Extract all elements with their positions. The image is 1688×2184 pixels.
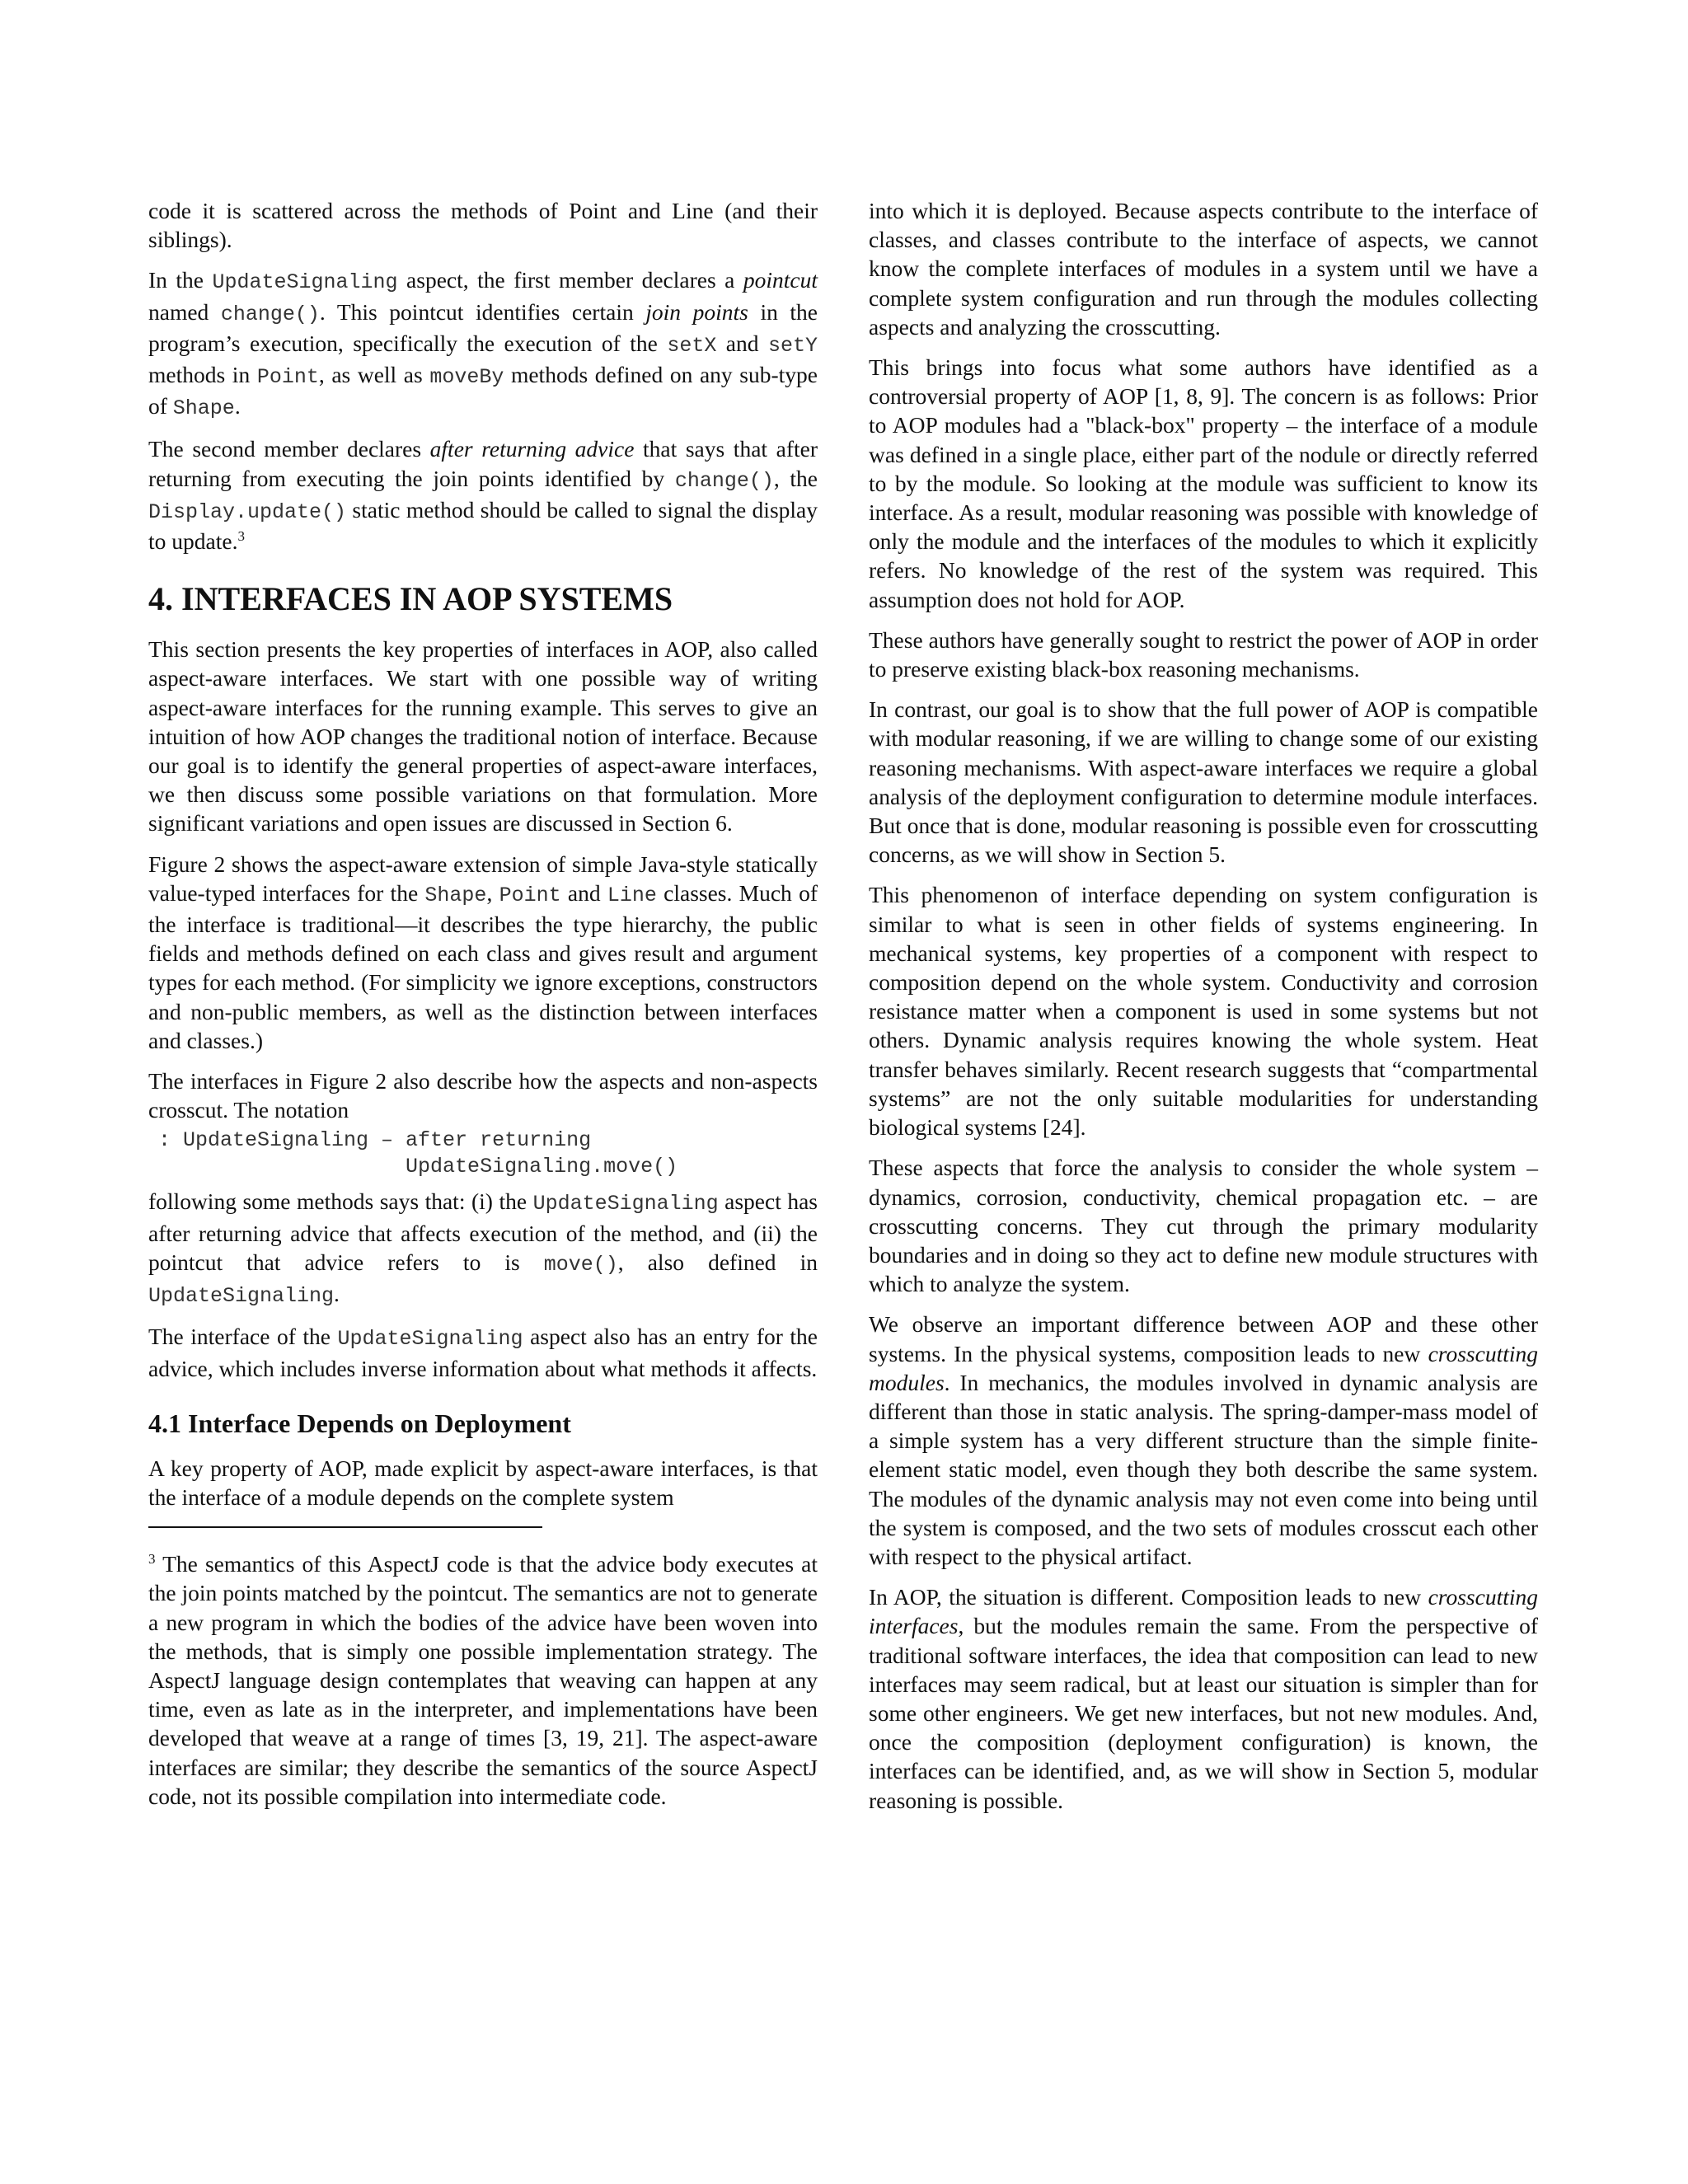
code-term: move() (543, 1252, 618, 1277)
paragraph: These aspects that force the analysis to consider the whole system – dynamics, corrosion, conductivity, chemical propagation etc. – are crosscutting concerns. They cut through the primary modularity boundaries and in doing so they act to define new module structures with which to analyze the system. (869, 1155, 1538, 1297)
footnote-number: 3 (148, 1550, 156, 1567)
code-term: change() (674, 468, 774, 493)
footnote-marker: 3 (237, 527, 245, 544)
footnote: $^3$ The semantics of this AspectJ code is that the advice body executes at the join points matched by the pointcut. The semantics are not to generate a new program in which the bodies of the advice have been woven into the methods, that is simply one possible implementation strategy. The AspectJ language design contemplates that weaving can happen at any time, even as late as in the interpreter, and implementations have been developed that weave at a range of times [3, 19, 21]. The aspect-aware interfaces are similar; they describe the semantics of the source AspectJ code, not its possible compilation into intermediate code. (148, 1550, 818, 1809)
code-term: change() (220, 302, 320, 326)
paragraph: This phenomenon of interface depending on system configuration is similar to what is seen in other fields of systems engineering. In mechanical systems, key properties of a component with respect to composition depend on the whole system. Conductivity and corrosion resistance matter when a component is used in some systems but not others. Dynamic analysis requires knowing the whole system. Heat transfer behaves similarly. Recent research suggests that “compartmental systems” are not the only suitable modularities for understanding biological systems [24]. (869, 882, 1538, 1141)
subsection-heading: 4.1 Interface Depends on Deployment (148, 1408, 571, 1438)
footnote-divider (148, 1526, 542, 1528)
paragraph: following some methods says that: (i) the UpdateSignaling aspect has after returning advice that affects execution of the method, and (ii) the pointcut that advice refers to is move(), also defined in UpdateSignaling. (148, 1188, 818, 1309)
code-term: setY (767, 333, 818, 358)
code-term: UpdateSignaling (337, 1327, 523, 1352)
paragraph: into which it is deployed. Because aspects contribute to the interface of classes, and classes contribute to the interface of aspects, we cannot know the complete interfaces of modules in a system until we have a complete system configuration and run through the modules collecting aspects and analyzing the crosscutting. (869, 198, 1538, 340)
code-term: setX (667, 333, 717, 358)
paragraph: In the UpdateSignaling aspect, the first member declares a pointcut named change(). This pointcut identifies certain join points in the program’s execution, specifically the execution of the setX and setY methods in Point, as well as moveBy methods defined on any sub-type of Shape. (148, 267, 818, 421)
paragraph: This brings into focus what some authors have identified as a controversial property of AOP [1, 8, 9]. The concern is as follows: Prior to AOP modules had a "black-box" property – the interface of a module was defined in a single place, either part of the nodule or directly referred to by the module. So looking at the module was sufficient to know its interface. As a result, modular reasoning was possible with knowledge of only the module and the interfaces of the modules to which it explicitly refers. No knowledge of the rest of the system was required. This assumption does not hold for AOP. (869, 354, 1538, 612)
paragraph: In contrast, our goal is to show that the full power of AOP is compatible with modular reasoning, if we are willing to change some of our existing reasoning mechanisms. With aspect-aware interfaces we require a global analysis of the deployment configuration to determine module interfaces. But once that is done, modular reasoning is possible even for crosscutting concerns, as we will show in Section 5. (869, 696, 1538, 868)
code-term: Point (256, 365, 319, 390)
code-term: Line (607, 883, 657, 907)
code-term: Display.update() (148, 499, 347, 524)
code-term: UpdateSignaling (148, 1284, 335, 1309)
right-column (869, 196, 1538, 1826)
paragraph: A key property of AOP, made explicit by aspect-aware interfaces, is that the interface of a module depends on the complete system (148, 1455, 818, 1510)
code-term: moveBy (429, 365, 504, 390)
paragraph: In AOP, the situation is different. Composition leads to new crosscutting interfaces, but the modules remain the same. From the perspective of traditional software interfaces, the idea that composition can lead to new interfaces may seem radical, but at least our situation is simpler than for some other engineers. We get new interfaces, but not new modules. And, once the composition (deployment configuration) is known, the interfaces can be identified, and, as we will show in Section 5, modular reasoning is possible. (869, 1584, 1538, 1813)
code-term: Shape (172, 396, 235, 421)
paragraph: Figure 2 shows the aspect-aware extension of simple Java-style statically value-typed interfaces for the Shape, Point and Line classes. Much of the interface is traditional—it describes the type hierarchy, the public fields and methods defined on each class and gives result and argument types for each method. (For simplicity we ignore exceptions, constructors and non-public members, as well as the distinction between interfaces and classes.) (148, 851, 818, 1053)
paragraph: We observe an important difference between AOP and these other systems. In the physical systems, composition leads to new crosscutting modules. In mechanics, the modules involved in dynamic analysis are different than those in static analysis. The spring-damper-mass model of a simple system has a very different structure than the simple finite-element static model, even though they both describe the same system. The modules of the dynamic analysis may not even come into being until the system is composed, and the two sets of modules crosscut each other with respect to the physical artifact. (869, 1311, 1538, 1569)
paragraph: The second member declares after returning advice that says that after returning from executing the join points identified by change(), the Display.update() static method should be called to signal the display to update.$^3$ (148, 436, 818, 555)
code-block: : UpdateSignaling – after returning UpdateSignaling.move() (158, 1128, 678, 1179)
paragraph: code it is scattered across the methods of Point and Line (and their siblings). (148, 198, 818, 253)
paragraph: The interfaces in Figure 2 also describe how the aspects and non-aspects crosscut. The notation (148, 1068, 818, 1123)
paragraph: This section presents the key properties of interfaces in AOP, also called aspect-aware interfaces. We start with one possible way of writing aspect-aware interfaces for the running example. This serves to give an intuition of how AOP changes the traditional notion of interface. Because our goal is to identify the general properties of aspect-aware interfaces, we then discuss some possible variations on that formulation. More significant variations and open issues are discussed in Section 6. (148, 636, 818, 837)
code-term: Point (499, 883, 561, 907)
left-column (148, 196, 818, 1811)
code-term: UpdateSignaling (532, 1192, 719, 1216)
section-heading: 4. INTERFACES IN AOP SYSTEMS (148, 580, 673, 618)
code-term: Shape (424, 883, 487, 907)
paragraph: These authors have generally sought to restrict the power of AOP in order to preserve existing black-box reasoning mechanisms. (869, 626, 1538, 682)
paragraph: The interface of the UpdateSignaling aspect also has an entry for the advice, which includes inverse information about what methods it affects. (148, 1324, 818, 1381)
code-term: UpdateSignaling (212, 270, 398, 295)
